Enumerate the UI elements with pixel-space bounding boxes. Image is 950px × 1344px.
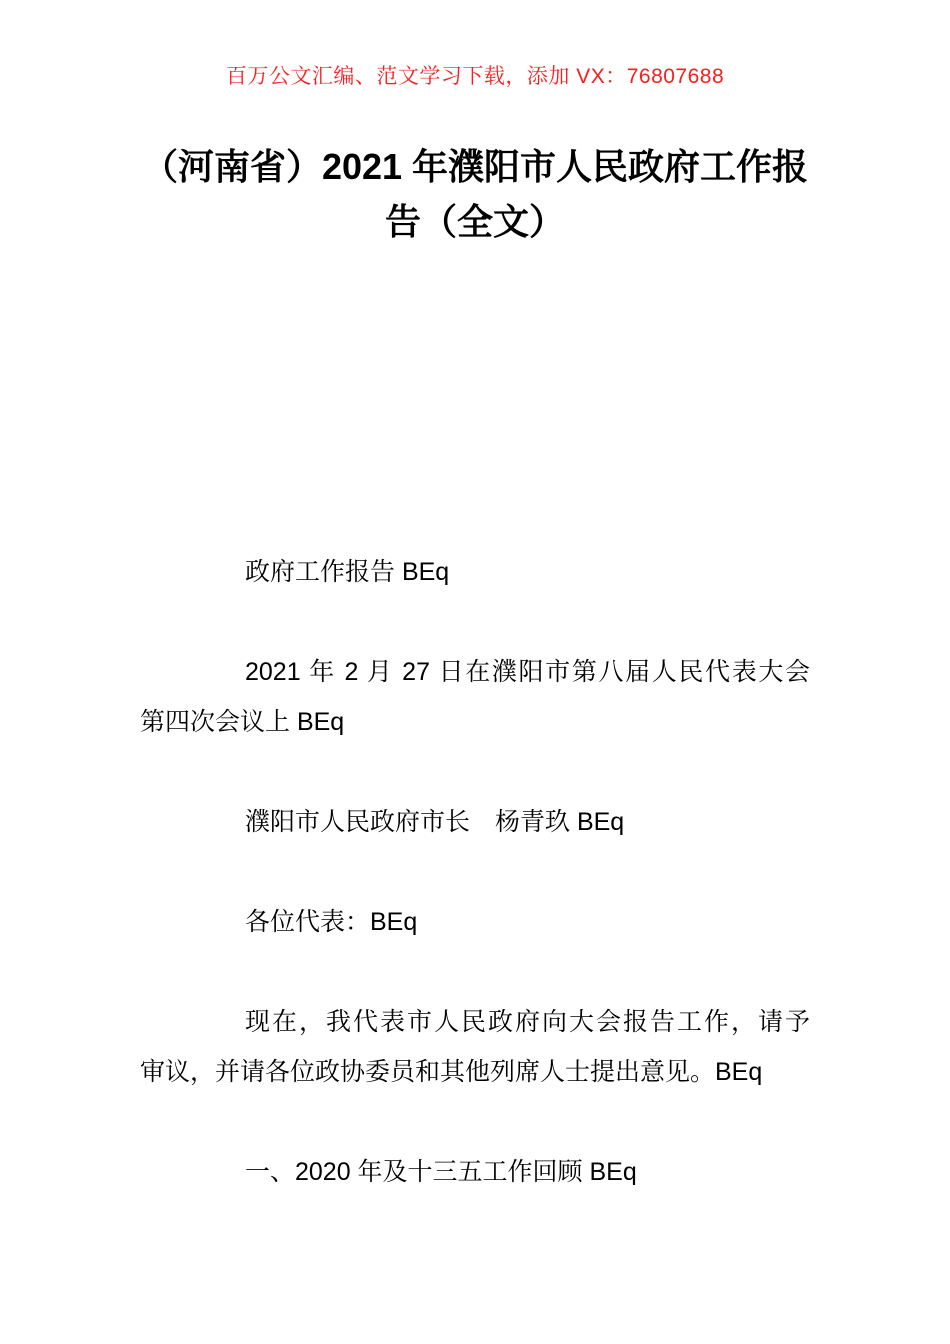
text-line: 政府工作报告 BEq — [245, 558, 450, 586]
paragraph-report-heading — [140, 547, 810, 597]
paragraph-mayor-name — [140, 797, 810, 847]
title-line-2: 告（全文） — [384, 201, 565, 242]
title-line-1: （河南省）2021 年濮阳市人民政府工作报 — [141, 146, 809, 187]
paragraph-introduction — [140, 997, 810, 1097]
text-line: 第四次会议上 BEq — [140, 708, 345, 736]
text-line: 2021 年 2 月 27 日在濮阳市第八届人民代表大会 — [245, 658, 810, 686]
text-line: 各位代表：BEq — [245, 908, 418, 936]
promo-banner: 百万公文汇编、范文学习下载，添加 VX：76807688 — [225, 65, 725, 88]
text-line: 濮阳市人民政府市长 杨青玖 BEq — [245, 808, 625, 836]
paragraph-session-info — [140, 647, 810, 747]
document-title — [140, 139, 810, 249]
text-line: 现在，我代表市人民政府向大会报告工作，请予 — [245, 1008, 810, 1036]
paragraph-salutation — [140, 897, 810, 947]
document-body — [140, 547, 810, 1247]
text-line: 一、2020 年及十三五工作回顾 BEq — [245, 1158, 637, 1186]
paragraph-section-one-heading — [140, 1147, 810, 1197]
text-line: 审议，并请各位政协委员和其他列席人士提出意见。BEq — [140, 1058, 763, 1086]
